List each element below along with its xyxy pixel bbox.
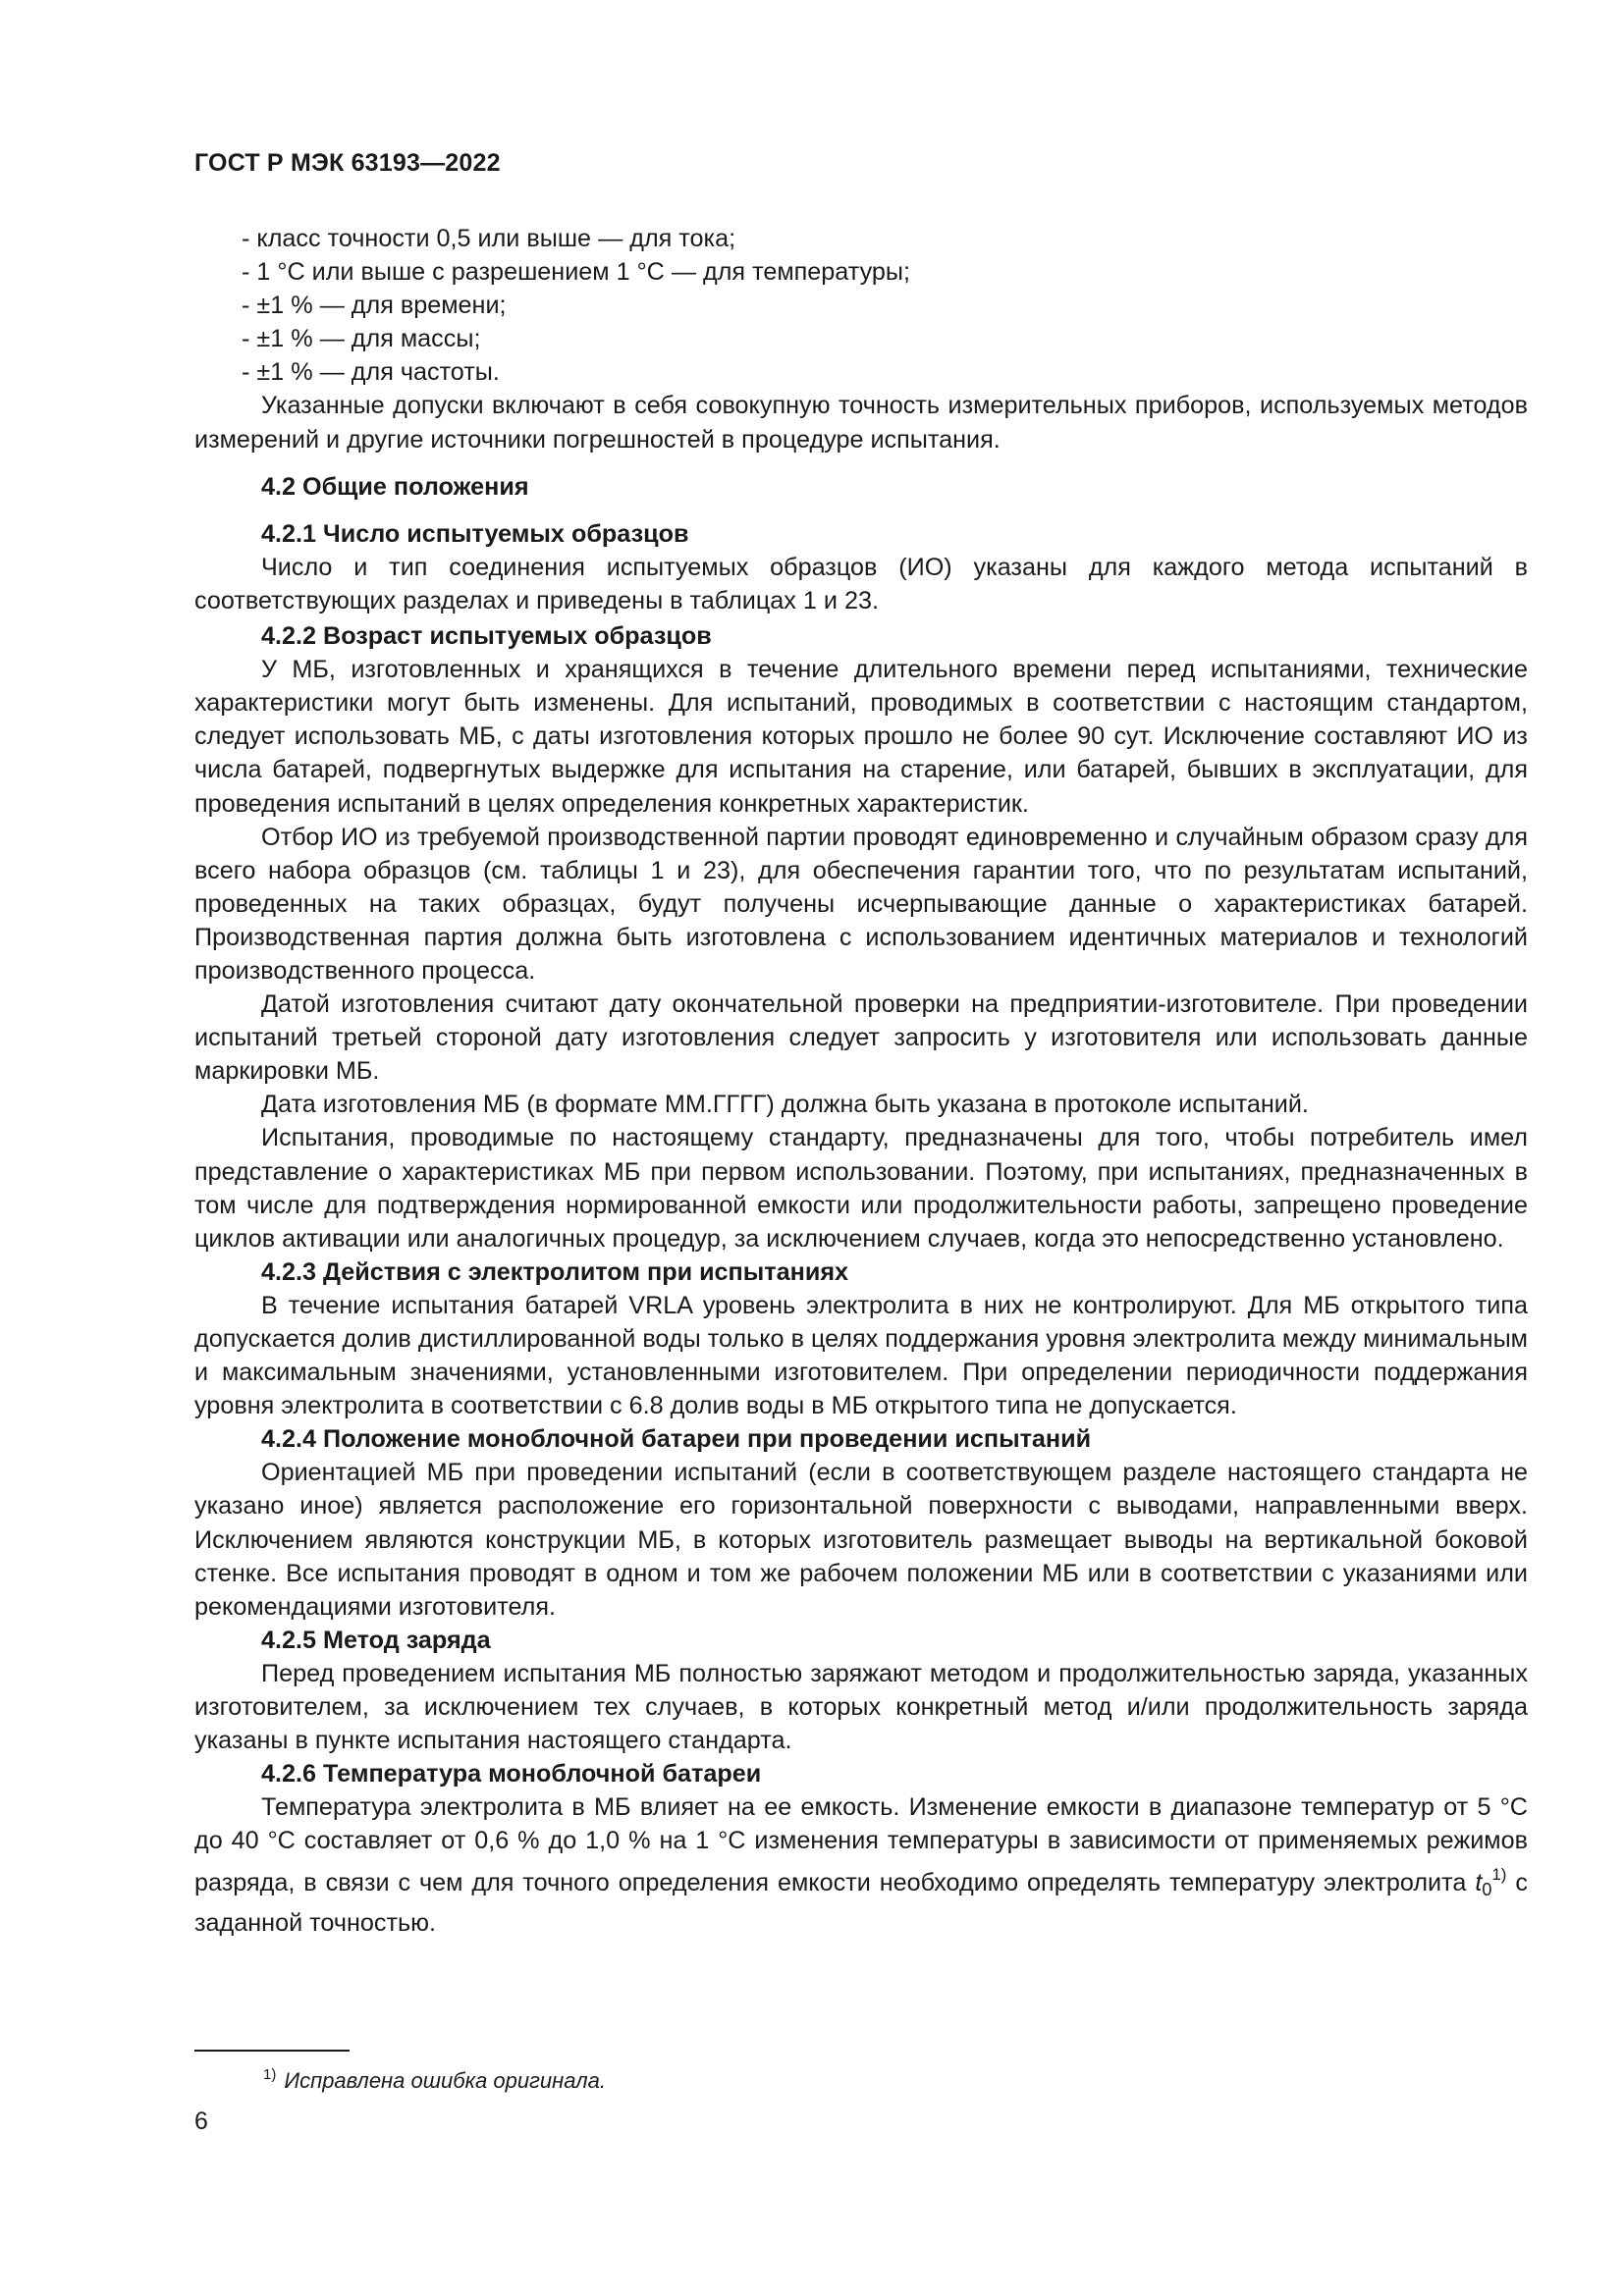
paragraph: Перед проведением испытания МБ полностью заряжают методом и продолжительностью заряда, указанных изготовителем, за исключением тех случаев, в которых конкретный метод и/или продолжительность заряда указаны в пункте испытания настоящего стандарта.	[194, 1659, 1528, 1755]
paragraph: Дата изготовления МБ (в формате ММ.ГГГГ) должна быть указана в протоколе испытаний.	[261, 1091, 1309, 1119]
list-item: - ±1 % — для массы;	[242, 325, 481, 353]
paragraph: Число и тип соединения испытуемых образцов (ИО) указаны для каждого метода испытаний в соответствующих разделах и приведены в таблицах 1 и 23.	[194, 553, 1528, 614]
accuracy-list	[194, 222, 1528, 389]
section-heading-4-2-1: 4.2.1 Число испытуемых образцов	[261, 519, 689, 548]
paragraph: Отбор ИО из требуемой производственной партии проводят единовременно и случайным образом сразу для всего набора образцов (см. таблицы 1 и 23), для обеспечения гарантии того, что по результатам испытаний, проведенных на таких образцах, будут получены исчерпывающие данные о характеристиках батарей. Производственная партия должна быть изготовлена с использованием идентичных материалов и технологий производственного процесса.	[194, 823, 1528, 985]
section-heading-4-2-6: 4.2.6 Температура моноблочной батареи	[261, 1760, 762, 1789]
paragraph: В течение испытания батарей VRLA уровень электролита в них не контролируют. Для МБ открытого типа допускается долив дистиллированной воды только в целях поддержания уровня электролита между минимальным и максимальным значениями, установленными изготовителем. При определении периодичности поддержания уровня электролита в соответствии с 6.8 долив воды в МБ открытого типа не допускается.	[194, 1291, 1528, 1420]
footnote-reference: 1)	[1491, 1864, 1507, 1884]
temperature-symbol: t	[1475, 1868, 1483, 1896]
paragraph: Ориентацией МБ при проведении испытаний (если в соответствующем разделе настоящего стандарта не указано иное) является расположение его горизонтальной поверхности с выводами, направленными вверх. Исключением являются конструкции МБ, в которых изготовитель размещает выводы на вертикальной боковой стенке. Все испытания проводят в одном и том же рабочем положении МБ или в соответствии с указаниями или рекомендациями изготовителя.	[194, 1459, 1528, 1621]
footnote	[263, 2061, 606, 2095]
list-item: - ±1 % — для частоты.	[242, 358, 500, 387]
list-item: - класс точности 0,5 или выше — для тока;	[242, 225, 736, 252]
paragraph: У МБ, изготовленных и хранящихся в течение длительного времени перед испытаниями, технические характеристики могут быть изменены. Для испытаний, проводимых в соответствии с настоящим стандартом, следует использовать МБ, с даты изготовления которых прошло не более 90 сут. Исключение составляют ИО из числа батарей, подвергнутых выдержке для испытания на старение, или батарей, бывших в эксплуатации, для проведения испытаний в целях определения конкретных характеристик.	[194, 656, 1528, 818]
footnote-text: Исправлена ошибка оригинала.	[284, 2068, 606, 2093]
section-heading-4-2-4: 4.2.4 Положение моноблочной батареи при проведении испытаний	[261, 1425, 1092, 1454]
section-heading-4-2-2: 4.2.2 Возраст испытуемых образцов	[261, 622, 712, 651]
footnote-mark: 1)	[263, 2066, 277, 2083]
list-item: - ±1 % — для времени;	[242, 292, 507, 320]
paragraph: Испытания, проводимые по настоящему стандарту, предназначены для того, чтобы потребитель имел представление о характеристиках МБ при первом использовании. Поэтому, при испытаниях, предназначенных в том числе для подтверждения нормированной емкости или продолжительности работы, запрещено проведение циклов активации или аналогичных процедур, за исключением случаев, когда это непосредственно установлено.	[194, 1124, 1528, 1253]
paragraph-tolerances: Указанные допуски включают в себя совокупную точность измерительных приборов, используемых методов измерений и другие источники погрешностей в процедуре испытания.	[194, 392, 1528, 454]
text-run: Температура электролита в МБ влияет на ее емкость. Изменение емкости в диапазоне температур от 5 °С до 40 °С составляет от 0,6 % до 1,0 % на 1 °С изменения температуры в зависимости от применяемых режимов разряда, в связи с чем для точного определения емкости необходимо определять температуру электролита	[194, 1793, 1528, 1896]
paragraph-temperature	[194, 1790, 1528, 1939]
page-number: 6	[194, 2108, 208, 2135]
text-run: с заданной точностью.	[194, 1868, 1529, 1937]
section-heading-4-2-3: 4.2.3 Действия с электролитом при испытаниях	[261, 1257, 849, 1286]
page-content	[194, 222, 1528, 1940]
list-item: - 1 °С или выше с разрешением 1 °С — для температуры;	[242, 258, 910, 287]
footnote-divider	[194, 2050, 350, 2052]
section-heading-4-2: 4.2 Общие положения	[261, 472, 529, 501]
document-header: ГОСТ Р МЭК 63193—2022	[194, 149, 501, 177]
section-heading-4-2-5: 4.2.5 Метод заряда	[261, 1626, 491, 1654]
temperature-subscript: 0	[1482, 1879, 1492, 1899]
paragraph: Датой изготовления считают дату окончательной проверки на предприятии-изготовителе. При проведении испытаний третьей стороной дату изготовления следует запросить у изготовителя или использовать данные маркировки МБ.	[194, 990, 1528, 1086]
